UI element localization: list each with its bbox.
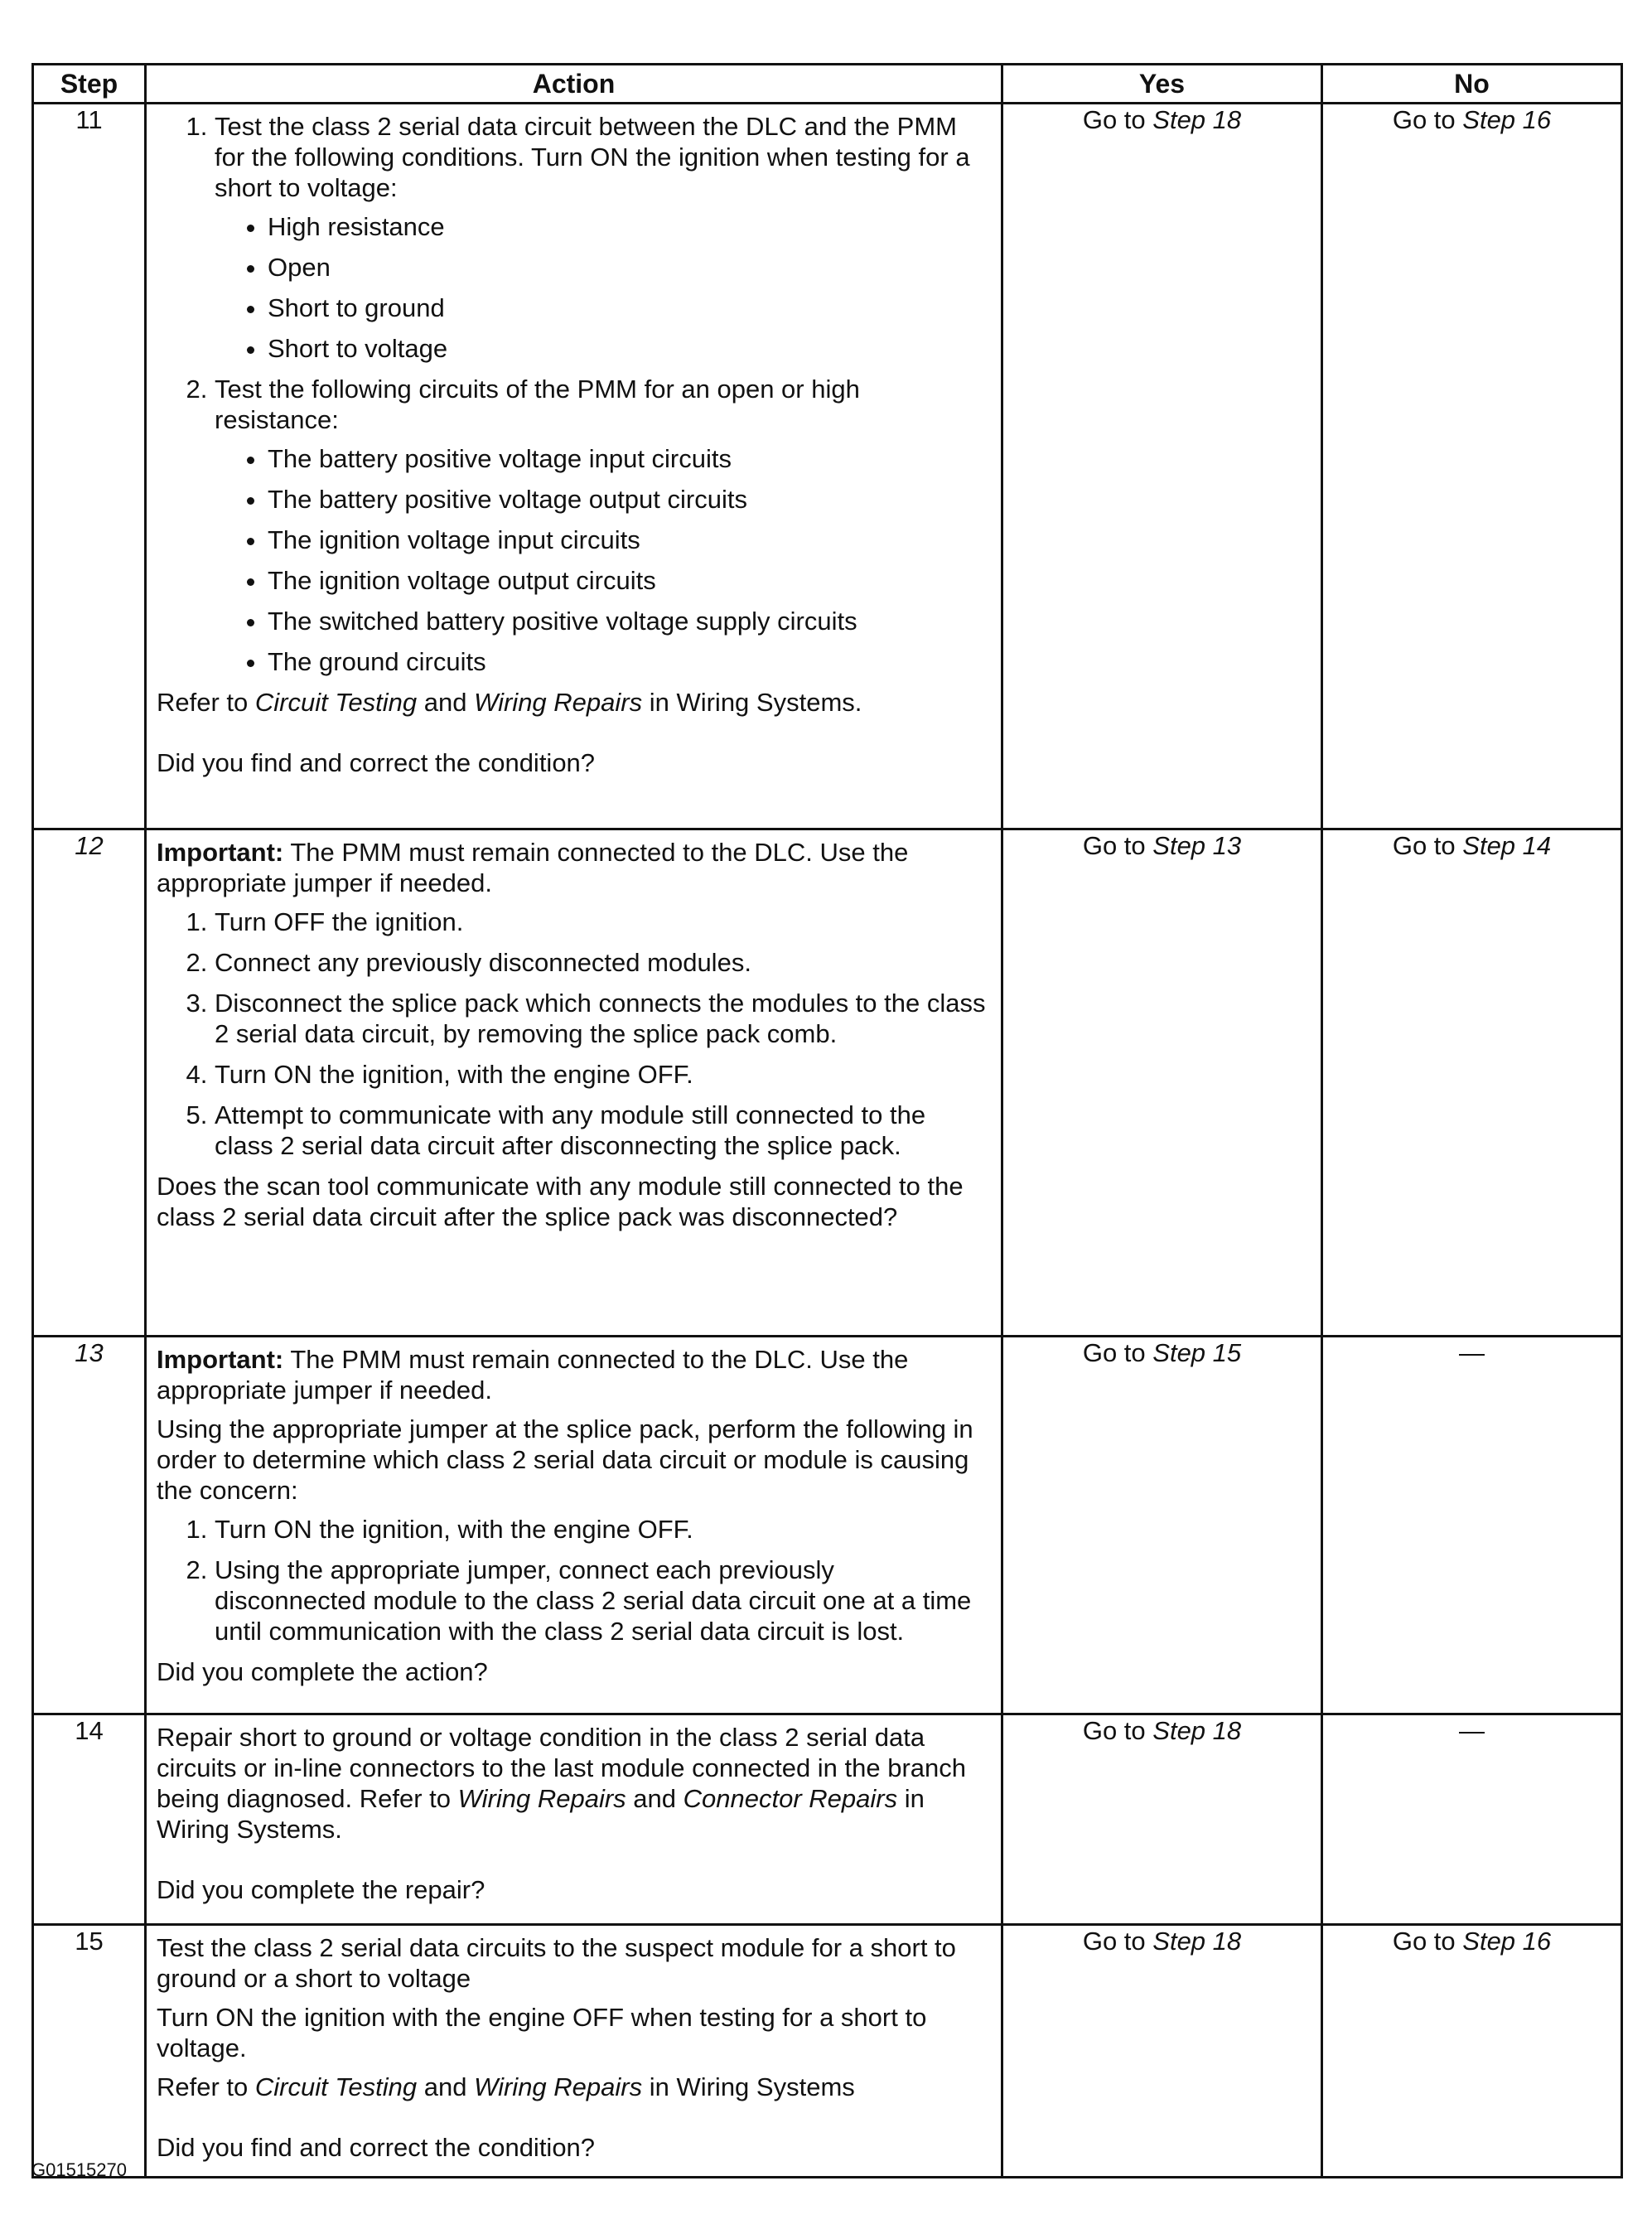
header-yes: Yes [1002, 65, 1322, 104]
no-goto-step: Step 16 [1462, 1927, 1552, 1956]
bullet-item: • Short to voltage [268, 333, 991, 364]
circuit-bullets [215, 443, 991, 677]
procedure-list [157, 1514, 991, 1646]
reference-text: Refer to Circuit Testing and Wiring Repairs in Wiring Systems. [157, 688, 862, 717]
yes-goto-step: Step 18 [1152, 1927, 1242, 1956]
step-number: 13 [33, 1337, 146, 1714]
figure-id: G01515270 [31, 2159, 127, 2180]
list-item-text: Test the class 2 serial data circuit between the DLC and the PMM for the following conditions. Turn ON the ignition when testing for a short to voltage: [215, 112, 970, 202]
bullet-item: • The battery positive voltage input circuits [268, 443, 991, 474]
intro-text: Using the appropriate jumper at the splice pack, perform the following in order to determine which class 2 serial data circuit or module is causing the concern: [157, 1414, 973, 1505]
no-cell-dash: — [1322, 1714, 1622, 1925]
ignition-note: Turn ON the ignition with the engine OFF when testing for a short to voltage. [157, 2003, 927, 2062]
important-label: Important: [157, 838, 284, 867]
yes-cell: Go to Step 18 [1002, 104, 1322, 829]
ref-wiring-repairs: Wiring Repairs [474, 2072, 643, 2101]
test-text: Test the class 2 serial data circuits to the suspect module for a short to ground or a short to voltage [157, 1933, 956, 1993]
bullet-item: • The ignition voltage output circuits [268, 565, 991, 596]
yes-goto-step: Step 18 [1152, 1716, 1242, 1745]
list-item-text: Test the following circuits of the PMM for an open or high resistance: [215, 375, 860, 434]
ref-connector-repairs: Connector Repairs [683, 1784, 898, 1813]
no-cell: Go to Step 16 [1322, 104, 1622, 829]
important-note: Important: The PMM must remain connected to the DLC. Use the appropriate jumper if needed. [157, 838, 909, 897]
yes-goto-step: Step 18 [1152, 105, 1242, 134]
list-item: 4. Turn ON the ignition, with the engine OFF. [215, 1059, 991, 1090]
yes-cell: Go to Step 18 [1002, 1925, 1322, 2178]
list-item [215, 111, 991, 364]
list-item [215, 374, 991, 677]
header-no: No [1322, 65, 1622, 104]
header-step: Step [33, 65, 146, 104]
table-header-row [33, 65, 1622, 104]
question-text: Did you find and correct the condition? [157, 748, 596, 777]
bullet-item: • The ground circuits [268, 646, 991, 677]
list-item: 1. Turn OFF the ignition. [215, 907, 991, 937]
list-item: 2. Connect any previously disconnected modules. [215, 947, 991, 978]
question-text: Did you find and correct the condition? [157, 2133, 596, 2162]
step-number: 12 [33, 829, 146, 1337]
condition-bullets [215, 211, 991, 364]
no-cell: Go to Step 14 [1322, 829, 1622, 1337]
list-item: 1. Turn ON the ignition, with the engine OFF. [215, 1514, 991, 1545]
table-row-step-11 [33, 104, 1622, 829]
no-cell-dash: — [1322, 1337, 1622, 1714]
question-text: Did you complete the repair? [157, 1875, 485, 1904]
procedure-list [157, 907, 991, 1161]
header-action: Action [146, 65, 1002, 104]
table-row-step-14 [33, 1714, 1622, 1925]
step-number: 15 [33, 1925, 146, 2178]
no-goto-step: Step 16 [1462, 105, 1552, 134]
list-item: 5. Attempt to communicate with any module still connected to the class 2 serial data circuit after disconnecting the splice pack. [215, 1100, 991, 1161]
ref-wiring-repairs: Wiring Repairs [474, 688, 643, 717]
bullet-item: • The battery positive voltage output circuits [268, 484, 991, 515]
procedure-list [157, 111, 991, 677]
bullet-item: • The ignition voltage input circuits [268, 525, 991, 555]
action-cell [146, 1925, 1002, 2178]
repair-text: Repair short to ground or voltage condition in the class 2 serial data circuits or in-line connectors to the last module connected in the branch being diagnosed. Refer to Wiring Repairs and Connector Repairs in Wiring Systems. [157, 1723, 967, 1844]
action-cell [146, 1337, 1002, 1714]
bullet-item: • Short to ground [268, 293, 991, 323]
important-label: Important: [157, 1345, 284, 1374]
no-cell: Go to Step 16 [1322, 1925, 1622, 2178]
yes-goto-step: Step 15 [1152, 1338, 1242, 1367]
action-cell [146, 829, 1002, 1337]
bullet-item: • Open [268, 252, 991, 283]
bullet-item: • The switched battery positive voltage supply circuits [268, 606, 991, 636]
table-row-step-15 [33, 1925, 1622, 2178]
ref-wiring-repairs: Wiring Repairs [457, 1784, 626, 1813]
question-text: Did you complete the action? [157, 1657, 488, 1686]
no-goto-step: Step 14 [1462, 831, 1552, 860]
yes-cell: Go to Step 18 [1002, 1714, 1322, 1925]
ref-circuit-testing: Circuit Testing [254, 2072, 418, 2101]
yes-cell: Go to Step 15 [1002, 1337, 1322, 1714]
list-item: 2. Using the appropriate jumper, connect each previously disconnected module to the class 2 serial data circuit one at a time until communication with the class 2 serial data circuit is lost. [215, 1555, 991, 1646]
table-row-step-12 [33, 829, 1622, 1337]
yes-goto-step: Step 13 [1152, 831, 1242, 860]
reference-text: Refer to Circuit Testing and Wiring Repairs in Wiring Systems [157, 2072, 855, 2101]
question-text: Does the scan tool communicate with any module still connected to the class 2 serial data circuit after the splice pack was disconnected? [157, 1172, 964, 1231]
important-note: Important: The PMM must remain connected to the DLC. Use the appropriate jumper if needed. [157, 1345, 909, 1405]
bullet-item: • High resistance [268, 211, 991, 242]
step-number: 14 [33, 1714, 146, 1925]
list-item: 3. Disconnect the splice pack which connects the modules to the class 2 serial data circuit, by removing the splice pack comb. [215, 988, 991, 1049]
table-row-step-13 [33, 1337, 1622, 1714]
diagnostic-table [31, 63, 1623, 2178]
ref-circuit-testing: Circuit Testing [254, 688, 418, 717]
action-cell [146, 1714, 1002, 1925]
step-number: 11 [33, 104, 146, 829]
action-cell [146, 104, 1002, 829]
yes-cell: Go to Step 13 [1002, 829, 1322, 1337]
